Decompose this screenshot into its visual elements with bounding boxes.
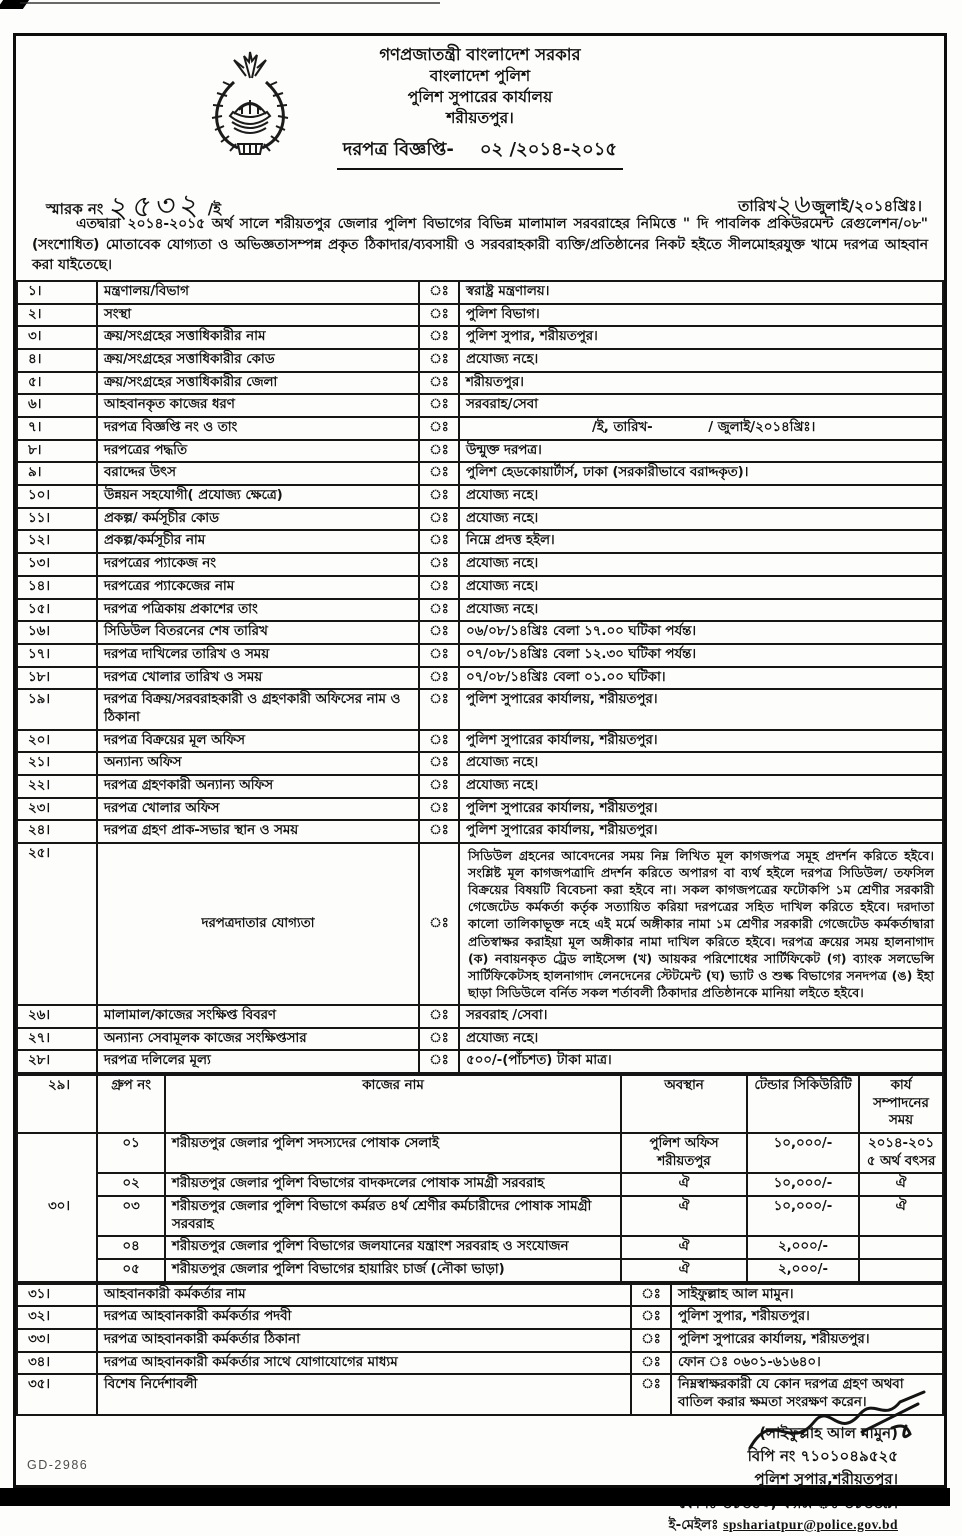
- work-name: শরীয়তপুর জেলার পুলিশ বিভাগের হায়ারিং চার্জ (নৌকা ভাড়া): [165, 1259, 621, 1282]
- serial: ১০।: [17, 485, 97, 508]
- label: দরপত্র বিক্রয়/সরবরাহকারী ও গ্রহণকারী অফিসের নাম ও ঠিকানা: [97, 689, 419, 729]
- colon: ঃ: [419, 843, 459, 1005]
- label: আহবানকারী কর্মকর্তার নাম: [97, 1284, 631, 1307]
- officer-row-33: [17, 1329, 943, 1352]
- info-row-9: [17, 462, 943, 485]
- info-row-8: [17, 440, 943, 463]
- memo-suffix: /ই: [207, 200, 222, 219]
- serial: ১৪।: [17, 576, 97, 599]
- label: দরপত্র দলিলের মূল্য: [97, 1050, 419, 1073]
- work-table: [16, 1074, 944, 1283]
- serial: ১৬।: [17, 621, 97, 644]
- office-title: পুলিশ সুপারের কার্যালয়: [407, 88, 553, 107]
- info-row-19: [17, 689, 943, 729]
- label: সংস্থা: [97, 304, 419, 327]
- signature-block: [16, 1422, 944, 1536]
- serial: ২০।: [17, 730, 97, 753]
- info-row-22: [17, 775, 943, 798]
- colon: ঃ: [419, 644, 459, 667]
- value: /ই, তারিখ- / জুলাই/২০১৪খ্রিঃ।: [459, 417, 943, 440]
- info-row-25: [17, 843, 943, 1005]
- info-row-20: [17, 730, 943, 753]
- colon: ঃ: [419, 1028, 459, 1051]
- colon: ঃ: [419, 440, 459, 463]
- colon: ঃ: [419, 417, 459, 440]
- label: দরপত্র আহবানকারী কর্মকর্তার পদবী: [97, 1306, 631, 1329]
- work-name: শরীয়তপুর জেলার পুলিশ বিভাগের জলযানের যন্ত্রাংশ সরবরাহ ও সংযোজন: [165, 1236, 621, 1259]
- tender-security: ১০,০০০/-: [747, 1133, 859, 1173]
- colon: ঃ: [419, 304, 459, 327]
- work-row-2: [17, 1173, 943, 1196]
- colon: ঃ: [419, 349, 459, 372]
- serial: ৩।: [17, 326, 97, 349]
- label: ক্রয়/সংগ্রহের সত্তাধিকারীর নাম: [97, 326, 419, 349]
- label: প্রকল্প/ কর্মসূচীর কোড: [97, 508, 419, 531]
- date-handwritten: ২৬: [775, 189, 814, 221]
- colon: ঃ: [419, 462, 459, 485]
- colon: ঃ: [419, 508, 459, 531]
- info-row-3: [17, 326, 943, 349]
- serial: ২৩।: [17, 798, 97, 821]
- serial: ২৮।: [17, 1050, 97, 1073]
- label: দরপত্র গ্রহণকারী অন্যান্য অফিস: [97, 775, 419, 798]
- date-label: তারিখ: [738, 197, 777, 216]
- info-row-17: [17, 644, 943, 667]
- work-name: শরীয়তপুর জেলার পুলিশ বিভাগে কর্মরত ৪র্থ শ্রেণীর কর্মচারীদের পোষাক সামগ্রী সরবরাহ: [165, 1196, 621, 1236]
- work-row-3: [17, 1196, 943, 1236]
- serial: ৬।: [17, 394, 97, 417]
- notice-number: ০২ /২০১৪-২০১৫: [479, 139, 618, 161]
- work-header-row: [17, 1075, 943, 1133]
- colon: ঃ: [419, 553, 459, 576]
- colon: ঃ: [631, 1329, 671, 1352]
- value: সাইফুল্লাহ আল মামুন।: [671, 1284, 943, 1307]
- memo-date: [738, 182, 922, 226]
- bangladesh-police-emblem-icon: [198, 48, 302, 160]
- label: দরপত্র পত্রিকায় প্রকাশের তাং: [97, 599, 419, 622]
- value: প্রযোজ্য নহে।: [459, 599, 943, 622]
- label: দরপত্র আহবানকারী কর্মকর্তার সাথে যোগাযোগের মাধ্যম: [97, 1352, 631, 1375]
- colon: ঃ: [419, 394, 459, 417]
- document-frame: [13, 33, 947, 1533]
- organization-title: বাংলাদেশ পুলিশ: [429, 67, 531, 86]
- info-row-14: [17, 576, 943, 599]
- serial: ৩২।: [17, 1306, 97, 1329]
- info-row-18: [17, 667, 943, 690]
- completion-time: ২০১৪-২০১৫ অর্থ বৎসর: [859, 1133, 943, 1173]
- officer-row-31: [17, 1284, 943, 1307]
- location: ঐ: [621, 1173, 747, 1196]
- serial: ৭।: [17, 417, 97, 440]
- colon: ঃ: [419, 326, 459, 349]
- value: নিম্নস্বাক্ষরকারী যে কোন দরপত্র গ্রহণ অথবা বাতিল করার ক্ষমতা সংরক্ষণ করেন।: [671, 1374, 943, 1414]
- completion-time: [859, 1259, 943, 1282]
- print-code: GD-2986: [27, 1458, 89, 1472]
- value: পুলিশ সুপারের কার্যালয়, শরীয়তপুর।: [671, 1329, 943, 1352]
- serial: ১১।: [17, 508, 97, 531]
- info-row-28: [17, 1050, 943, 1073]
- value: স্বরাষ্ট্র মন্ত্রণালয়।: [459, 281, 943, 304]
- label: দরপত্র বিক্রয়ের মূল অফিস: [97, 730, 419, 753]
- info-row-11: [17, 508, 943, 531]
- value: উন্মুক্ত দরপত্র।: [459, 440, 943, 463]
- serial: ১৭।: [17, 644, 97, 667]
- scan-artifact-bottom-bar: [0, 1488, 950, 1506]
- label: ক্রয়/সংগ্রহের সত্তাধিকারীর কোড: [97, 349, 419, 372]
- value: সরবরাহ /সেবা।: [459, 1005, 943, 1028]
- value: প্রযোজ্য নহে।: [459, 576, 943, 599]
- label: আহবানকৃত কাজের ধরণ: [97, 394, 419, 417]
- value: সিডিউল গ্রহনের আবেদনের সময় নিম্ন লিখিত মূল কাগজপত্র সমূহ প্রদর্শন করিতে হইবে। সংশ্লিষ্ট মূল কাগজপত্রাদি প্রদর্শন করিতে অপারগ বা ব্যর্থ হইলে দরপত্র সিডিউল/ তফসিল বিক্রয়ের বিষয়টি বিবেচনা করা হইবে না। সকল কাগজপত্রের ফটোকপি ১ম শ্রেণীর সরকারী গেজেটেড কর্মকর্তা কর্তৃক সত্যায়িত করিয়া দরপত্রের সহিত দাখিল করিতে হইবে। দরদাতা কালো তালিকাভূক্ত নহে এই মর্মে অঙ্গীকার নামা ১ম শ্রেণীর সরকারী গেজেটেড কর্মকর্তাদ্বারা প্রতিস্বাক্ষর করাইয়া মূল অঙ্গীকার নামা দাখিল করিতে হইবে। দরপত্র ক্রয়ের সময় হালনাগাদ (ক) নবায়নকৃত ট্রেড লাইসেন্স (খ) আয়কর পরিশোধের সার্টিফিকেট (গ) ব্যাংক সলভেন্সি সার্টিফিকেটসহ হালনাগাদ লেনদেনের স্টেটমেন্ট (ঘ) ভ্যাট ও শুল্ক বিভাগের সনদপত্র (ঙ) ইহা ছাড়া সিডিউলে বর্নিত সকল শর্তাবলী ঠিকাদার প্রতিষ্ঠানকে মানিয়া লইতে হইবে।: [459, 843, 943, 1005]
- value: প্রযোজ্য নহে।: [459, 775, 943, 798]
- info-row-23: [17, 798, 943, 821]
- signatory-bp-number: বিপি নং ৭১০১০৪৯৫২৫: [747, 1447, 898, 1466]
- info-row-12: [17, 530, 943, 553]
- colon: ঃ: [419, 689, 459, 729]
- info-row-6: [17, 394, 943, 417]
- serial: ৪।: [17, 349, 97, 372]
- value: প্রযোজ্য নহে।: [459, 508, 943, 531]
- info-row-5: [17, 372, 943, 395]
- serial: ৯।: [17, 462, 97, 485]
- group-no: ০৪: [97, 1236, 165, 1259]
- serial: ১৫।: [17, 599, 97, 622]
- label: দরপত্রের প্যাকেজের নাম: [97, 576, 419, 599]
- label: দরপত্র খোলার তারিখ ও সময়: [97, 667, 419, 690]
- serial: ২৫।: [17, 843, 97, 1005]
- label: অন্যান্য অফিস: [97, 752, 419, 775]
- location: ঐ: [621, 1259, 747, 1282]
- label: মন্ত্রণালয়/বিভাগ: [97, 281, 419, 304]
- colon: ঃ: [419, 1050, 459, 1073]
- value: সরবরাহ/সেবা: [459, 394, 943, 417]
- government-title: গণপ্রজাতন্ত্রী বাংলাদেশ সরকার: [379, 45, 581, 64]
- completion-time-header: কার্য সম্পাদনের সময়: [859, 1075, 943, 1133]
- serial: ৫।: [17, 372, 97, 395]
- colon: ঃ: [419, 730, 459, 753]
- intro-paragraph: এতদ্বারা ২০১৪-২০১৫ অর্থ সালে শরীয়তপুর জেলার পুলিশ বিভাগের বিভিন্ন মালামাল সরবরাহের নিমিত্তে " দি পাবলিক প্রকিউরমেন্ট রেগুলেশন/০৮" (সংশোধিত) মোতাবেক যোগ্যতা ও অভিজ্ঞতাসম্পন্ন প্রকৃত ঠিকাদার/ব্যবসায়ী ও সরবরাহকারী ব্যক্তি/প্রতিষ্ঠানের নিকট হইতে সীলমোহরযুক্ত খামে দরপত্র আহবান করা যাইতেছে।: [32, 216, 928, 274]
- value: ০৬/০৮/১৪খ্রিঃ বেলা ১৭.০০ ঘটিকা পর্যন্ত।: [459, 621, 943, 644]
- tender-security-header: টেন্ডার সিকিউরিটি: [747, 1075, 859, 1133]
- value: প্রযোজ্য নহে।: [459, 1028, 943, 1051]
- info-row-21: [17, 752, 943, 775]
- colon: ঃ: [419, 820, 459, 843]
- serial: ১৩।: [17, 553, 97, 576]
- scan-artifact-top-line: [20, 2, 440, 4]
- tender-security: ২,০০০/-: [747, 1259, 859, 1282]
- colon: ঃ: [419, 1005, 459, 1028]
- info-row-24: [17, 820, 943, 843]
- colon: ঃ: [631, 1374, 671, 1414]
- label: দরপত্রের প্যাকেজ নং: [97, 553, 419, 576]
- info-row-15: [17, 599, 943, 622]
- value: পুলিশ সুপার, শরীয়তপুর।: [459, 326, 943, 349]
- notice-label: দরপত্র বিজ্ঞপ্তি-: [342, 139, 454, 161]
- notice-title: [337, 135, 623, 170]
- info-row-16: [17, 621, 943, 644]
- tender-security: ১০,০০০/-: [747, 1173, 859, 1196]
- info-row-27: [17, 1028, 943, 1051]
- info-row-26: [17, 1005, 943, 1028]
- colon: ঃ: [419, 798, 459, 821]
- colon: ঃ: [419, 530, 459, 553]
- officer-row-32: [17, 1306, 943, 1329]
- colon: ঃ: [631, 1352, 671, 1375]
- group-no-header: গ্রুপ নং: [97, 1075, 165, 1133]
- value: ০৭/০৮/১৪খ্রিঃ বেলা ১২.৩০ ঘটিকা পর্যন্ত।: [459, 644, 943, 667]
- label: প্রকল্প/কর্মসূচীর নাম: [97, 530, 419, 553]
- serial: ১।: [17, 281, 97, 304]
- date-text: জুলাই/২০১৪খ্রিঃ।: [811, 197, 922, 216]
- group-no: ০১: [97, 1133, 165, 1173]
- value: প্রযোজ্য নহে।: [459, 553, 943, 576]
- colon: ঃ: [631, 1284, 671, 1307]
- label: দরপত্র আহবানকারী কর্মকর্তার ঠিকানা: [97, 1329, 631, 1352]
- colon: ঃ: [419, 281, 459, 304]
- info-row-10: [17, 485, 943, 508]
- value: পুলিশ সুপারের কার্যালয়, শরীয়তপুর।: [459, 798, 943, 821]
- label: দরপত্র গ্রহণ প্রাক-সভার স্থান ও সময়: [97, 820, 419, 843]
- colon: ঃ: [419, 752, 459, 775]
- value: পুলিশ সুপারের কার্যালয়, শরীয়তপুর।: [459, 689, 943, 729]
- memo-label: স্মারক নং: [46, 200, 104, 219]
- colon: ঃ: [631, 1306, 671, 1329]
- info-table: [16, 280, 944, 1074]
- serial: ৩৫।: [17, 1374, 97, 1414]
- value: ৫০০/-(পাঁচশত) টাকা মাত্র।: [459, 1050, 943, 1073]
- value: ফোন ঃ ০৬০১-৬১৬৪০।: [671, 1352, 943, 1375]
- serial: ৩৪।: [17, 1352, 97, 1375]
- serial: ২৪।: [17, 820, 97, 843]
- serial: ২৭।: [17, 1028, 97, 1051]
- info-row-13: [17, 553, 943, 576]
- value: প্রযোজ্য নহে।: [459, 349, 943, 372]
- document-header: [16, 36, 944, 170]
- label: ক্রয়/সংগ্রহের সত্তাধিকারীর জেলা: [97, 372, 419, 395]
- serial: ১৯।: [17, 689, 97, 729]
- label: বিশেষ নির্দেশাবলী: [97, 1374, 631, 1414]
- colon: ঃ: [419, 599, 459, 622]
- district-title: শরীয়তপুর।: [446, 109, 514, 128]
- location: ঐ: [621, 1196, 747, 1236]
- colon: ঃ: [419, 576, 459, 599]
- serial: ২১।: [17, 752, 97, 775]
- label: দরপত্রদাতার যোগ্যতা: [97, 843, 419, 1005]
- info-row-4: [17, 349, 943, 372]
- email-label: ই-মেইলঃ: [668, 1516, 719, 1533]
- info-row-1: [17, 281, 943, 304]
- serial: ২৯।: [17, 1075, 97, 1133]
- label: বরাদ্দের উৎস: [97, 462, 419, 485]
- colon: ঃ: [419, 621, 459, 644]
- label: দরপত্র দাখিলের তারিখ ও সময়: [97, 644, 419, 667]
- location-header: অবস্থান: [621, 1075, 747, 1133]
- serial: ৩০।: [17, 1133, 97, 1282]
- serial: ২৬।: [17, 1005, 97, 1028]
- memo-handwritten-number: ২৫৩২: [107, 187, 204, 226]
- work-name-header: কাজের নাম: [165, 1075, 621, 1133]
- serial: ৩১।: [17, 1284, 97, 1307]
- serial: ৩৩।: [17, 1329, 97, 1352]
- value: পুলিশ সুপার, শরীয়তপুর।: [671, 1306, 943, 1329]
- officer-row-34: [17, 1352, 943, 1375]
- memo-line: [32, 172, 928, 226]
- value: নিম্নে প্রদত্ত হইল।: [459, 530, 943, 553]
- work-row-4: [17, 1236, 943, 1259]
- label: সিডিউল বিতরনের শেষ তারিখ: [97, 621, 419, 644]
- label: অন্যান্য সেবামূলক কাজের সংক্ষিপ্তসার: [97, 1028, 419, 1051]
- signatory-name: (সাইফুল্লাহ আল মামুন): [759, 1423, 898, 1442]
- info-row-2: [17, 304, 943, 327]
- location: ঐ: [621, 1236, 747, 1259]
- serial: ১২।: [17, 530, 97, 553]
- tender-security: ১০,০০০/-: [747, 1196, 859, 1236]
- value: পুলিশ বিভাগ।: [459, 304, 943, 327]
- info-row-7: [17, 417, 943, 440]
- value: পুলিশ সুপারের কার্যালয়, শরীয়তপুর।: [459, 730, 943, 753]
- label: দরপত্র খোলার অফিস: [97, 798, 419, 821]
- serial: ২২।: [17, 775, 97, 798]
- signature-scribble-icon: [742, 1388, 932, 1466]
- colon: ঃ: [419, 485, 459, 508]
- email-address: spshariatpur@police.gov.bd: [723, 1516, 898, 1532]
- colon: ঃ: [419, 775, 459, 798]
- serial: ১৮।: [17, 667, 97, 690]
- completion-time: ঐ: [859, 1196, 943, 1236]
- value: ০৭/০৮/১৪খ্রিঃ বেলা ০১.০০ ঘটিকা।: [459, 667, 943, 690]
- completion-time: [859, 1236, 943, 1259]
- work-name: শরীয়তপুর জেলার পুলিশ বিভাগের বাদকদলের পোষাক সামগ্রী সরবরাহ: [165, 1173, 621, 1196]
- work-name: শরীয়তপুর জেলার পুলিশ সদস্যদের পোষাক সেলাই: [165, 1133, 621, 1173]
- serial: ২।: [17, 304, 97, 327]
- label: দরপত্রের পদ্ধতি: [97, 440, 419, 463]
- label: মালামাল/কাজের সংক্ষিপ্ত বিবরণ: [97, 1005, 419, 1028]
- tender-security: ২,০০০/-: [747, 1236, 859, 1259]
- colon: ঃ: [419, 372, 459, 395]
- value: প্রযোজ্য নহে।: [459, 485, 943, 508]
- value: পুলিশ সুপারের কার্যালয়, শরীয়তপুর।: [459, 820, 943, 843]
- memo-number: [46, 180, 221, 231]
- signatory-email-line: [16, 1515, 898, 1536]
- group-no: ০২: [97, 1173, 165, 1196]
- value: শরীয়তপুর।: [459, 372, 943, 395]
- value: প্রযোজ্য নহে।: [459, 752, 943, 775]
- group-no: ০৫: [97, 1259, 165, 1282]
- work-row-5: [17, 1259, 943, 1282]
- serial: ৮।: [17, 440, 97, 463]
- group-no: ০৩: [97, 1196, 165, 1236]
- colon: ঃ: [419, 667, 459, 690]
- label: উন্নয়ন সহযোগী( প্রযোজ্য ক্ষেত্রে): [97, 485, 419, 508]
- completion-time: ঐ: [859, 1173, 943, 1196]
- value: পুলিশ হেডকোয়ার্টার্স, ঢাকা (সরকারীভাবে বরাদ্দকৃত)।: [459, 462, 943, 485]
- location: পুলিশ অফিস শরীয়তপুর: [621, 1133, 747, 1173]
- signatory-designation: পুলিশ সুপার,শরীয়তপুর।: [754, 1470, 898, 1489]
- work-row-1: [17, 1133, 943, 1173]
- label: দরপত্র বিজ্ঞপ্তি নং ও তাং: [97, 417, 419, 440]
